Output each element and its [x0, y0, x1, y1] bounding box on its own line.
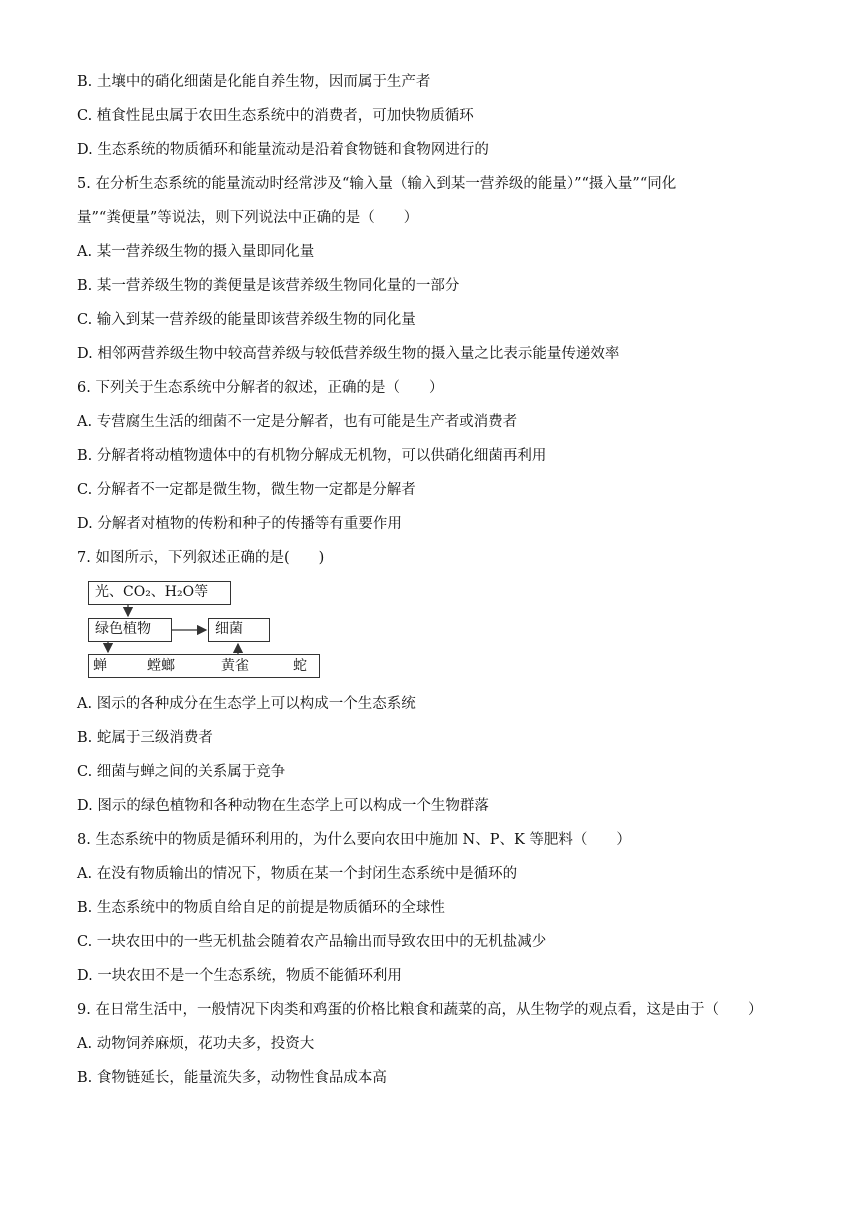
green-plant-box [88, 618, 172, 642]
text-line: B. 土壤中的硝化细菌是化能自养生物，因而属于生产者 [77, 74, 431, 90]
text-line: C. 分解者不一定都是微生物，微生物一定都是分解者 [77, 482, 416, 498]
text-line: 5. 在分析生态系统的能量流动时经常涉及“输入量（输入到某一营养级的能量）”“摄入量”“同化 [77, 176, 677, 192]
chain-snake: 蛇 [293, 658, 307, 674]
green-plant-label: 绿色植物 [95, 621, 151, 637]
text-line: B. 生态系统中的物质自给自足的前提是物质循环的全球性 [77, 900, 445, 916]
food-chain-box [88, 654, 320, 678]
text-line: A. 专营腐生生活的细菌不一定是分解者，也有可能是生产者或消费者 [77, 414, 518, 430]
text-line: C. 输入到某一营养级的能量即该营养级生物的同化量 [77, 312, 416, 328]
text-line: 量”“粪便量”等说法，则下列说法中正确的是（ ） [77, 210, 419, 226]
text-line: C. 细菌与蝉之间的关系属于竞争 [77, 764, 286, 780]
text-line: D. 相邻两营养级生物中较高营养级与较低营养级生物的摄入量之比表示能量传递效率 [77, 346, 620, 362]
bacteria-label: 细菌 [215, 621, 243, 637]
chain-cicada: 蝉 [93, 658, 107, 674]
text-line: D. 分解者对植物的传粉和种子的传播等有重要作用 [77, 516, 402, 532]
environment-label: 光、CO₂、H₂O等 [95, 584, 209, 600]
text-line: B. 食物链延长，能量流失多，动物性食品成本高 [77, 1070, 387, 1086]
text-line: D. 生态系统的物质循环和能量流动是沿着食物链和食物网进行的 [77, 142, 489, 158]
text-line: C. 植食性昆虫属于农田生态系统中的消费者，可加快物质循环 [77, 108, 474, 124]
text-line: 9. 在日常生活中，一般情况下肉类和鸡蛋的价格比粮食和蔬菜的高，从生物学的观点看，这是由于（ ） [77, 1002, 763, 1018]
bacteria-box [208, 618, 270, 642]
text-line: A. 图示的各种成分在生态学上可以构成一个生态系统 [77, 696, 416, 712]
text-line: B. 分解者将动植物遗体中的有机物分解成无机物，可以供硝化细菌再利用 [77, 448, 547, 464]
food-chain-diagram [88, 578, 330, 680]
text-line: 8. 生态系统中的物质是循环利用的，为什么要向农田中施加 N、P、K 等肥料（ ） [77, 832, 631, 848]
text-line: B. 某一营养级生物的粪便量是该营养级生物同化量的一部分 [77, 278, 460, 294]
chain-mantis: 螳螂 [147, 658, 175, 674]
text-line: C. 一块农田中的一些无机盐会随着农产品输出而导致农田中的无机盐减少 [77, 934, 547, 950]
text-line: 6. 下列关于生态系统中分解者的叙述，正确的是（ ） [77, 380, 444, 396]
text-line: A. 在没有物质输出的情况下，物质在某一个封闭生态系统中是循环的 [77, 866, 518, 882]
text-line: A. 某一营养级生物的摄入量即同化量 [77, 244, 315, 260]
text-line: A. 动物饲养麻烦，花功夫多，投资大 [77, 1036, 315, 1052]
chain-oriole: 黄雀 [221, 658, 249, 674]
text-line: B. 蛇属于三级消费者 [77, 730, 213, 746]
text-line: 7. 如图所示，下列叙述正确的是( ) [77, 550, 325, 566]
text-line: D. 一块农田不是一个生态系统，物质不能循环利用 [77, 968, 402, 984]
environment-box [88, 581, 231, 605]
text-line: D. 图示的绿色植物和各种动物在生态学上可以构成一个生物群落 [77, 798, 489, 814]
